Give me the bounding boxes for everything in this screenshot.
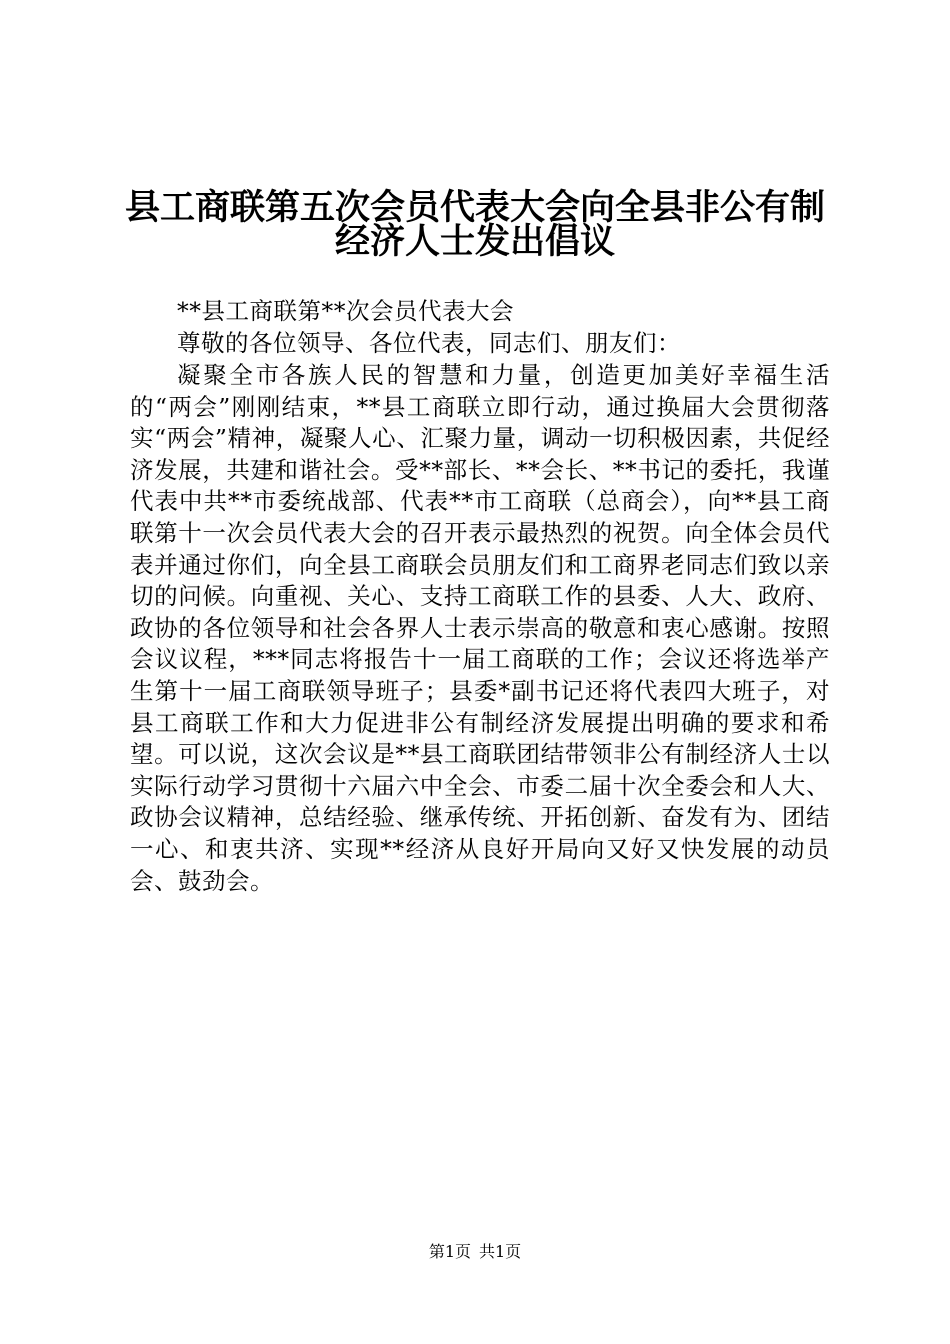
page-number-current: 第1页 (428, 1242, 471, 1261)
document-title-line-1: 县工商联第五次会员代表大会向全县非公有制 (124, 187, 825, 228)
body-paragraph: 凝聚全市各族人民的智慧和力量，创造更加美好幸福生活的“两会”刚刚结束，**县工商联立即行动，通过换届大会贯彻落实“两会”精神，凝聚人心、汇聚力量，调动一切积极因素，共促经济发展，共建和谐社会。受**部长、**会长、**书记的委托，我谨代表中共**市委统战部、代表**市工商联（总商会），向**县工商联第十一次会员代表大会的召开表示最热烈的祝贺。向全体会员代表并通过你们，向全县工商联会员朋友们和工商界老同志们致以亲切的问候。向重视、关心、支持工商联工作的县委、人大、政府、政协的各位领导和社会各界人士表示崇高的敬意和衷心感谢。按照会议议程，***同志将报告十一届工商联的工作；会议还将选举产生第十一届工商联领导班子；县委*副书记还将代表四大班子，对县工商联工作和大力促进非公有制经济发展提出明确的要求和希望。可以说，这次会议是**县工商联团结带领非公有制经济人士以实际行动学习贯彻十六届六中全会、市委二届十次全委会和人大、政协会议精神，总结经验、继承传统、开拓创新、奋发有为、团结一心、和衷共济、实现**经济从良好开局向又好又快发展的动员会、鼓劲会。 (130, 361, 830, 895)
page-number-total: 共1页 (479, 1242, 522, 1261)
page-footer (0, 1241, 950, 1263)
document-title-line-2: 经济人士发出倡议 (334, 221, 615, 262)
organization-line: **县工商联第**次会员代表大会 (177, 297, 514, 325)
greeting-line: 尊敬的各位领导、各位代表，同志们、朋友们： (177, 329, 681, 357)
